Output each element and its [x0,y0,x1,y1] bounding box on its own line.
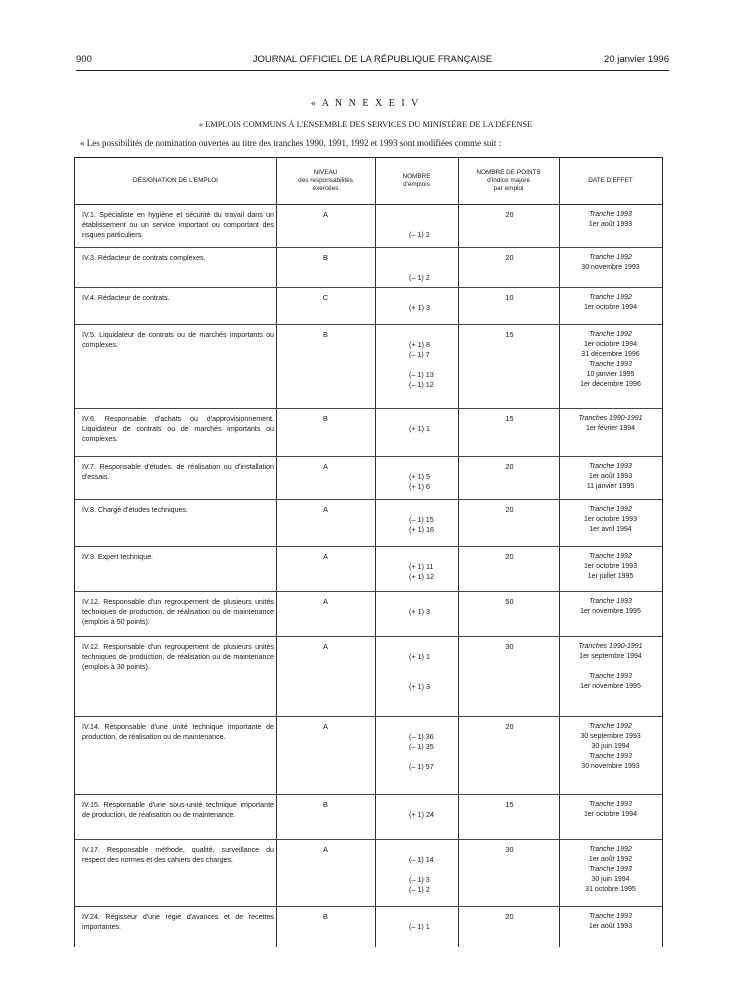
table-row [75,794,662,840]
journal-title: JOURNAL OFFICIEL DE LA RÉPUBLIQUE FRANÇAISE [252,54,493,65]
issue-date: 20 janvier 1996 [604,54,669,65]
date-line [560,662,661,672]
nombre-line: (+ 1) 3 [409,682,430,691]
nombre-line [376,800,456,810]
date-effet-cell [560,552,661,582]
points-cell: 30 [505,642,514,651]
date-line: 30 septembre 1993 [580,733,641,740]
nombre-cell [376,414,456,434]
niveau-cell: A [323,722,328,731]
table-row [75,204,662,248]
nombre-line: (– 1) 35 [409,742,434,751]
date-effet-cell [560,597,661,617]
date-effet-cell [560,845,661,895]
page-number: 900 [76,54,92,65]
date-line: Tranche 1993 [589,673,632,680]
date-effet-cell [560,722,661,772]
table-row [75,499,662,547]
nombre-line: (– 1) 57 [409,762,434,771]
nombre-cell [376,552,456,582]
nombre-line [376,597,456,607]
nomination-table [74,157,663,947]
date-line: Tranche 1993 [589,598,632,605]
nombre-line [376,845,456,855]
niveau-cell: A [323,462,328,471]
nombre-line [376,220,456,230]
date-line: 1er août 1993 [588,473,633,480]
annexe-title: « A N N E X E I V [310,98,421,109]
date-line: Tranche 1993 [589,211,632,218]
nombre-cell [376,845,456,895]
nombre-cell [376,253,456,283]
nombre-line: (– 1) 2 [409,230,430,239]
date-line: Tranche 1993 [589,801,632,808]
date-line: 1er août 1992 [588,856,633,863]
date-line: Tranche 1993 [589,913,632,920]
nombre-line: (– 1) 2 [409,885,430,894]
date-line: 1er octobre 1994 [584,304,637,311]
nombre-line [376,210,456,220]
date-line: 30 novembre 1993 [581,763,640,770]
date-line: Tranche 1992 [589,553,632,560]
table-row [75,247,662,288]
niveau-cell: A [323,597,328,606]
designation-cell: IV.8. Chargé d'études techniques. [82,506,188,514]
table-row [75,636,662,717]
nombre-line: (– 1) 3 [409,875,430,884]
date-line: Tranche 1992 [589,846,632,853]
nombre-line [376,865,456,875]
points-cell: 20 [505,912,514,921]
nombre-line: (– 1) 36 [409,732,434,741]
nombre-line [376,672,456,682]
niveau-cell: B [323,800,328,809]
nombre-cell [376,597,456,617]
date-line: 1er novembre 1995 [580,683,641,690]
points-cell: 15 [505,800,514,809]
date-effet-cell [560,642,661,692]
nombre-cell [376,505,456,535]
nombre-line [376,752,456,762]
points-cell: 15 [505,330,514,339]
date-line: Tranche 1992 [589,294,632,301]
date-line: Tranche 1993 [589,866,632,873]
nombre-line: (+ 1) 3 [409,607,430,616]
date-line: 1er juillet 1995 [587,573,634,580]
date-line: Tranche 1993 [589,361,632,368]
nombre-line: (– 1) 2 [409,273,430,282]
niveau-cell: B [323,912,328,921]
designation-cell: IV.12. Responsable d'un regroupement de plusieurs unités techniques de production, de réalisation ou de maintenance (emplois à 30 points). [82,643,274,671]
header-designation: DÉSIGNATION DE L'EMPLOI [133,177,218,184]
nombre-line: (– 1) 1 [409,922,430,931]
table-row [75,906,662,947]
date-line: Tranche 1992 [589,331,632,338]
niveau-cell: C [322,293,329,302]
date-line: Tranche 1992 [589,254,632,261]
nombre-line: (– 1) 12 [409,380,434,389]
date-effet-cell [560,330,661,390]
nombre-line: (+ 1) 12 [409,572,434,581]
designation-cell: IV.7. Responsable d'études, de réalisation ou d'installation d'essais. [82,463,274,481]
nombre-line: (+ 1) 5 [409,472,430,481]
table-row [75,716,662,795]
date-effet-cell [560,912,661,932]
nombre-line: (+ 1) 6 [409,482,430,491]
table-row [75,839,662,907]
nombre-cell [376,330,456,390]
niveau-cell: A [323,505,328,514]
nombre-line: (+ 1) 1 [409,652,430,661]
table-header [75,158,662,205]
nombre-line [376,642,456,652]
niveau-cell: B [323,253,328,262]
nombre-line [376,330,456,340]
date-effet-cell [560,414,661,434]
designation-cell: IV.9. Expert technique. [82,553,154,561]
date-line: 30 novembre 1993 [581,264,640,271]
designation-cell: IV.6. Responsable d'achats ou d'approvisionnement. Liquidateur de contrats ou de marchés importants ou complexes. [82,415,274,443]
points-cell: 15 [505,414,514,423]
niveau-cell: B [323,414,328,423]
date-line: 1er avril 1994 [589,526,632,533]
date-effet-cell [560,293,661,313]
points-cell: 30 [505,845,514,854]
nombre-line: (+ 1) 24 [409,810,434,819]
date-effet-cell [560,800,661,820]
nombre-cell [376,912,456,932]
designation-cell: IV.15. Responsable d'une sous-unité technique importante de production, de réalisation ou de maintenance. [82,801,274,819]
nombre-line: (+ 1) 1 [409,424,430,433]
points-cell: 20 [505,552,514,561]
niveau-cell: A [323,845,328,854]
date-line: 31 décembre 1996 [581,351,640,358]
niveau-cell: A [323,210,328,219]
nombre-line: (+ 1) 11 [409,562,434,571]
niveau-cell: B [323,330,328,339]
nombre-line: (– 1) 15 [409,515,434,524]
date-line: 1er août 1993 [588,221,633,228]
table-row [75,324,662,409]
nombre-line [376,662,456,672]
date-line: Tranche 1992 [589,723,632,730]
date-line: 1er octobre 1994 [584,341,637,348]
nombre-cell [376,293,456,313]
nombre-cell [376,642,456,692]
table-row [75,546,662,592]
header-points [458,158,559,204]
nombre-line: (+ 1) 8 [409,340,430,349]
date-line: 30 juin 1994 [591,743,630,750]
nombre-line: (+ 1) 3 [409,303,430,312]
designation-cell: IV.24. Régisseur d'une régie d'avances et de recettes importantes. [82,913,274,931]
designation-cell: IV.14. Responsable d'une unité technique importante de production, de réalisation ou de maintenance. [82,723,274,741]
table-row [75,591,662,637]
date-line: 11 janvier 1995 [586,483,635,490]
points-cell: 20 [505,505,514,514]
niveau-cell: A [323,642,328,651]
points-cell: 50 [505,597,514,606]
points-cell: 10 [505,293,514,302]
date-line: 30 juin 1994 [591,876,630,883]
nombre-line [376,505,456,515]
designation-cell: IV.4. Rédacteur de contrats. [82,294,170,302]
points-cell: 20 [505,253,514,262]
nombre-cell [376,722,456,772]
table-row [75,408,662,457]
date-line: Tranche 1992 [589,506,632,513]
page-header [76,50,669,71]
nombre-line [376,722,456,732]
nombre-line: (– 1) 7 [409,350,430,359]
header-niveau: NIVEAU des responsabilités exercées [298,169,353,192]
annexe-subtitle: « EMPLOIS COMMUNS À L'ENSEMBLE DES SERVICES DU MINISTÈRE DE LA DÉFENSE [198,120,533,129]
intro-paragraph: « Les possibilités de nomination ouvertes au titre des tranches 1990, 1991, 1992 et 1993 sont modifiées comme suit : [80,138,502,148]
date-line: 1er février 1994 [585,425,636,432]
nombre-line: (– 1) 14 [409,855,434,864]
nombre-line: (+ 1) 16 [409,525,434,534]
header-date: DATE D'EFFET [588,177,633,184]
header-points-text: NOMBRE DE POINTS d'indice majoré par emploi [476,169,541,192]
designation-cell: IV.12. Responsable d'un regroupement de plusieurs unités techniques de production, de réalisation ou de maintenance (emplois à 50 points). [82,598,274,626]
nombre-cell [376,462,456,492]
points-cell: 20 [505,462,514,471]
designation-cell: IV.17. Responsable méthode, qualité, surveillance du respect des normes et des cahiers des charges. [82,846,274,864]
nombre-line [376,253,456,263]
date-line: 1er novembre 1995 [580,608,641,615]
nombre-line [376,293,456,303]
table-row [75,287,662,325]
date-line: Tranche 1993 [589,463,632,470]
nombre-line [376,552,456,562]
date-line: 1er septembre 1994 [579,653,642,660]
nombre-line [376,462,456,472]
table-row [75,456,662,500]
date-line: 1er octobre 1994 [584,811,637,818]
date-line: 1er octobre 1993 [584,516,637,523]
nombre-line [376,360,456,370]
niveau-cell: A [323,552,328,561]
date-line: 1er décembre 1996 [580,381,641,388]
nombre-cell [376,210,456,240]
nombre-line [376,263,456,273]
date-effet-cell [560,505,661,535]
date-effet-cell [560,462,661,492]
date-effet-cell [560,210,661,230]
designation-cell: IV.3. Rédacteur de contrats complexes. [82,254,206,262]
date-effet-cell [560,253,661,273]
nombre-line [376,912,456,922]
points-cell: 20 [505,722,514,731]
points-cell: 20 [505,210,514,219]
date-line: 1er octobre 1993 [584,563,637,570]
date-line: Tranche 1993 [589,753,632,760]
designation-cell: IV.5. Liquidateur de contrats ou de marchés importants ou complexes. [82,331,274,349]
date-line: 10 janvier 1995 [586,371,635,378]
date-line: 1er août 1993 [588,923,633,930]
header-nombre: NOMBRE d'emplois [402,173,431,188]
nombre-line: (– 1) 13 [409,370,434,379]
nombre-cell [376,800,456,820]
date-line: Tranches 1990-1991 [578,415,643,422]
date-line: Tranches 1990-1991 [578,643,643,650]
nombre-line [376,414,456,424]
date-line: 31 octobre 1995 [585,886,636,893]
designation-cell: IV.1. Spécialiste en hygiène et sécurité du travail dans un établissement ou un service important ou comportant des risques particuliers. [82,211,274,239]
